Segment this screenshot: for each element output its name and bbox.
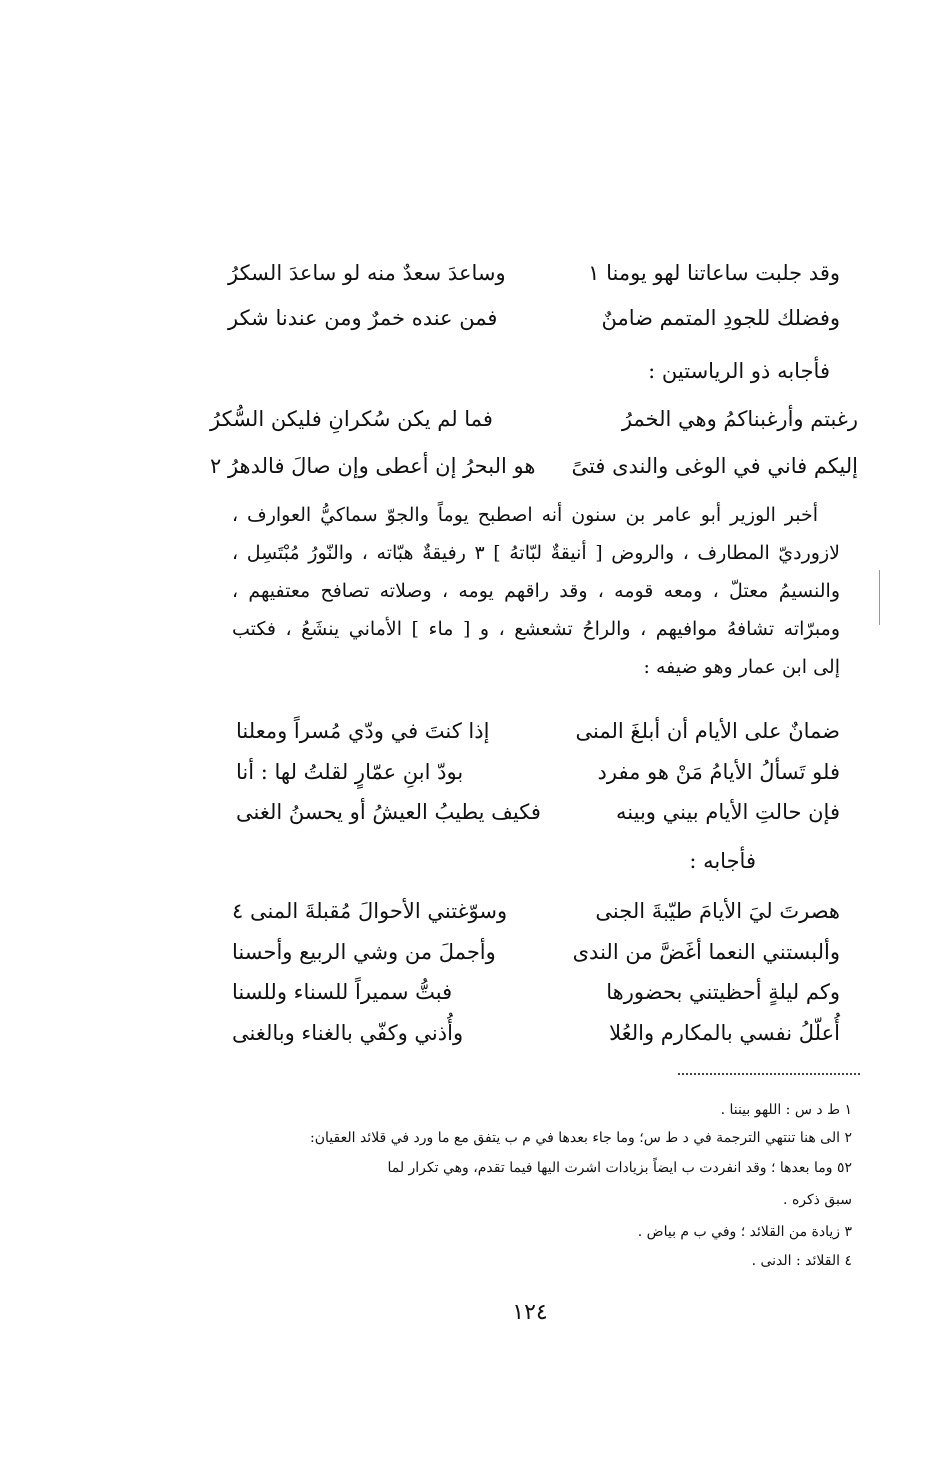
hemistich-left: هو البحرُ إن أعطى وإن صالَ فالدهرُ ٢: [210, 454, 536, 478]
hemistich-right: وألبستني النعما أغَضَّ من الندى: [572, 940, 840, 964]
hemistich-right: هصرتَ ليَ الأيامَ طيّبةَ الجنى: [595, 899, 840, 923]
hemistich-right: ضمانٌ على الأيام أن أبلغَ المنى: [575, 719, 840, 743]
footnote: ٣ زيادة من القلائد ؛ وفي ب م بياض .: [637, 1224, 852, 1240]
prose-line: لازورديّ المطارف ، والروض [ أنيقةٌ لبّاتهُ ] ٣ رفيقةٌ هبّاته ، والنّورُ مُبْتَسِل ،: [232, 542, 840, 564]
prose-line: أخبر الوزير أبو عامر بن سنون أنه اصطبح يوماً والجوّ سماكيُّ العوارف ،: [232, 504, 818, 526]
prose-paragraph: [232, 496, 840, 686]
hemistich-left: فمن عنده خمرٌ ومن عندنا شكر: [228, 306, 498, 330]
hemistich-left: فما لم يكن سُكرانِ فليكن السُّكرُ: [210, 407, 493, 431]
hemistich-right: إليكم فاني في الوغى والندى فتىً: [571, 454, 858, 478]
hemistich-right: فلو تَسألُ الأيامُ مَنْ هو مفرد: [597, 760, 840, 784]
hemistich-left: بودّ ابنِ عمّارٍ لقلتُ لها : أنا: [236, 760, 464, 784]
margin-mark: [879, 570, 880, 625]
footnote: ٢ الى هنا تنتهي الترجمة في د ط س؛ وما جاء بعدها في م ب يتفق مع ما ورد في قلائد العقيان:: [310, 1130, 852, 1146]
hemistich-left: فكيف يطيبُ العيشُ أو يحسنُ الغنى: [236, 800, 541, 824]
hemistich-right: وفضلك للجودِ المتمم ضامنٌ: [601, 306, 840, 330]
footnote: ١ ط د س : اللهو بيننا .: [720, 1102, 852, 1118]
hemistich-left: وأجملَ من وشي الربيع وأحسنا: [232, 940, 496, 964]
hemistich-left: وأُذني وكفّي بالغناء وبالغنى: [232, 1021, 464, 1045]
footnote: ٥٢ وما بعدها ؛ وقد انفردت ب ايضاً بزيادات اشرت اليها فيما تقدم، وهي تكرار لما: [387, 1160, 852, 1176]
hemistich-right: رغبتم وأرغبناكمُ وهي الخمرُ: [621, 407, 858, 431]
hemistich-right: وقد جلبت ساعاتنا لهو يومنا ١: [588, 261, 840, 285]
prose-line: والنسيمُ معتلّ ، ومعه قومه ، وقد راقهم يومه ، وصلاته تصافح معتفيهم ،: [232, 580, 840, 602]
footnote: سبق ذكره .: [783, 1192, 852, 1208]
hemistich-left: وسوّغتني الأحوالَ مُقبلةَ المنى ٤: [232, 899, 508, 923]
hemistich-left: فبتُّ سميراً للسناء وللسنا: [232, 980, 453, 1004]
page-number: ١٢٤: [512, 1300, 548, 1325]
reply-intro-1: فأجابه ذو الرياستين :: [648, 359, 830, 383]
prose-line: ومبرّاته تشافهُ موافيهم ، والراحُ تشعشع ، و [ ماء ] الأماني ينشَعُ ، فكتب: [232, 618, 840, 640]
footnote: ٤ القلائد : الدنى .: [751, 1253, 852, 1269]
hemistich-right: وكم ليلةٍ أحظيتني بحضورها: [606, 980, 840, 1004]
hemistich-left: إذا كنتَ في ودّي مُسراً ومعلنا: [236, 719, 490, 743]
hemistich-right: أُعلّلُ نفسي بالمكارم والعُلا: [609, 1021, 840, 1045]
hemistich-right: فإن حالتِ الأيام بيني وبينه: [616, 800, 840, 824]
prose-line: إلى ابن عمار وهو ضيفه :: [643, 656, 840, 678]
reply-intro-2: فأجابه :: [689, 849, 756, 873]
hemistich-left: وساعدَ سعدٌ منه لو ساعدَ السكرُ: [228, 261, 506, 285]
footnote-separator: [678, 1073, 860, 1075]
